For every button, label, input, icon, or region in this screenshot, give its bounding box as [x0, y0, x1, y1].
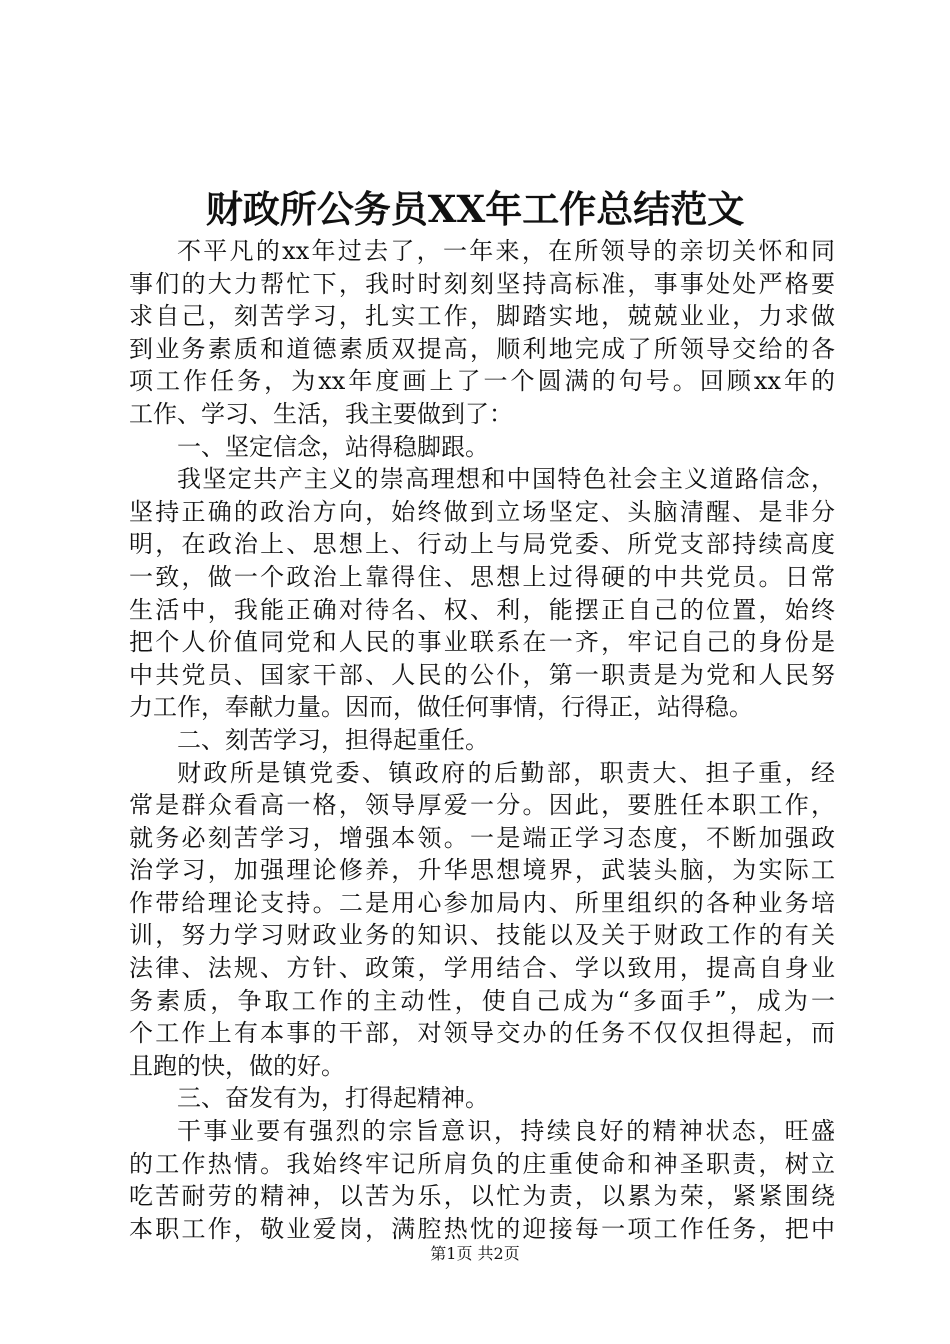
text-line: 中共党员、国家干部、人民的公仆，第一职责是为党和人民努 [129, 660, 835, 689]
section-heading: 一、坚定信念，站得稳脚跟。 [177, 432, 489, 461]
text-line: 务素质，争取工作的主动性，使自己成为“多面手”，成为一 [129, 986, 835, 1015]
text-line: 吃苦耐劳的精神，以苦为乐，以忙为责，以累为荣，紧紧围绕 [129, 1182, 835, 1211]
text-line: 常是群众看高一格，领导厚爱一分。因此，要胜任本职工作， [129, 791, 835, 820]
text-line: 不平凡的xx年过去了，一年来，在所领导的亲切关怀和同 [177, 237, 835, 265]
page-number: 第1页 共2页 [430, 1244, 520, 1263]
document-body [129, 235, 835, 1245]
text-line: 项工作任务，为xx年度画上了一个圆满的句号。回顾xx年的 [129, 367, 835, 396]
text-line: 的工作热情。我始终牢记所肩负的庄重使命和神圣职责，树立 [129, 1149, 835, 1178]
section-heading: 二、刻苦学习，担得起重任。 [177, 725, 489, 754]
text-line: 生活中，我能正确对待名、权、利，能摆正自己的位置，始终 [129, 595, 835, 624]
text-line: 我坚定共产主义的崇高理想和中国特色社会主义道路信念， [177, 465, 835, 494]
text-line: 工作、学习、生活，我主要做到了： [129, 399, 513, 428]
text-line: 且跑的快，做的好。 [129, 1051, 345, 1080]
text-line: 治学习，加强理论修养，升华思想境界，武装头脑，为实际工 [129, 856, 835, 885]
text-line: 坚持正确的政治方向，始终做到立场坚定、头脑清醒、是非分 [129, 497, 835, 526]
text-line: 力工作，奉献力量。因而，做任何事情，行得正，站得稳。 [129, 693, 753, 722]
text-line: 个工作上有本事的干部，对领导交办的任务不仅仅担得起，而 [129, 1019, 835, 1048]
document-title: 财政所公务员XX年工作总结范文 [205, 187, 745, 231]
text-line: 到业务素质和道德素质双提高，顺利地完成了所领导交给的各 [129, 334, 835, 363]
text-line: 求自己，刻苦学习，扎实工作，脚踏实地，兢兢业业，力求做 [129, 302, 835, 331]
text-line: 本职工作，敬业爱岗，满腔热忱的迎接每一项工作任务，把中 [129, 1214, 835, 1243]
text-line: 财政所是镇党委、镇政府的后勤部，职责大、担子重，经 [177, 758, 835, 787]
text-line: 把个人价值同党和人民的事业联系在一齐，牢记自己的身份是 [129, 628, 835, 657]
text-line: 法律、法规、方针、政策，学用结合、学以致用，提高自身业 [129, 954, 835, 983]
text-line: 明，在政治上、思想上、行动上与局党委、所党支部持续高度 [129, 530, 835, 559]
text-line: 一致，做一个政治上靠得住、思想上过得硬的中共党员。日常 [129, 562, 835, 591]
text-line: 干事业要有强烈的宗旨意识，持续良好的精神状态，旺盛 [177, 1117, 835, 1146]
text-line: 就务必刻苦学习，增强本领。一是端正学习态度，不断加强政 [129, 823, 835, 852]
text-line: 训，努力学习财政业务的知识、技能以及关于财政工作的有关 [129, 921, 835, 950]
text-line: 事们的大力帮忙下，我时时刻刻坚持高标准，事事处处严格要 [129, 269, 835, 298]
text-line: 作带给理论支持。二是用心参加局内、所里组织的各种业务培 [129, 888, 835, 917]
section-heading: 三、奋发有为，打得起精神。 [177, 1084, 489, 1113]
